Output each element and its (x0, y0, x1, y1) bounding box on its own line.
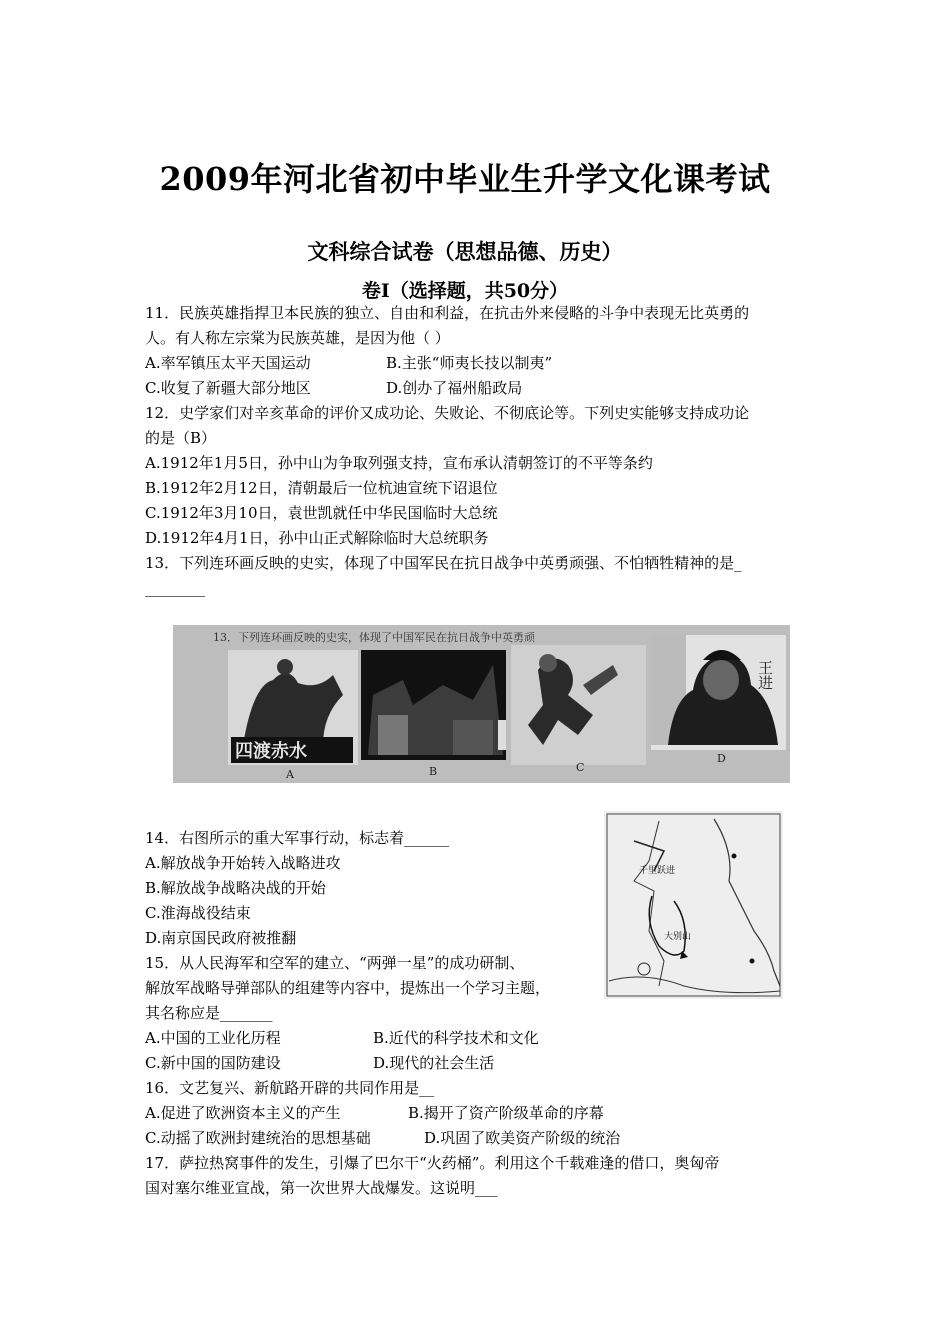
q14-stem: 14．右图所示的重大军事行动，标志着______ (145, 829, 450, 847)
panel-label-c: C (576, 761, 585, 774)
q15-stem-line3: 其名称应是_______ (145, 1004, 273, 1022)
q16-option-c: C.动摇了欧洲封建统治的思想基础 (145, 1129, 371, 1147)
q11-option-a: A.率军镇压太平天国运动 (145, 354, 311, 372)
q17-stem-line2: 国对塞尔维亚宣战，第一次世界大战爆发。这说明___ (145, 1179, 498, 1197)
comic-panel-a (228, 650, 358, 765)
q13-stem-line1: 13．下列连环画反映的史实，体现了中国军民在抗日战争中英勇顽强、不怕牺牲精神的是_ (145, 554, 742, 572)
q17-stem-line1: 17．萨拉热窝事件的发生，引爆了巴尔干“火药桶”。利用这个千载难逢的借口，奥匈帝 (145, 1154, 720, 1172)
q11-stem-line1: 11．民族英雄指捍卫本民族的独立、自由和利益，在抗击外来侵略的斗争中表现无比英勇的 (145, 304, 750, 322)
q14-option-d: D.南京国民政府被推翻 (145, 929, 297, 947)
q12-stem-line1: 12．史学家们对辛亥革命的评价又成功论、失败论、不彻底论等。下列史实能够支持成功论 (145, 404, 750, 422)
q11-stem-line2: 人。有人称左宗棠为民族英雄，是因为他（ ） (145, 329, 450, 347)
q15-option-c: C.新中国的国防建设 (145, 1054, 281, 1072)
q11-option-d: D.创办了福州船政局 (386, 379, 523, 397)
q12-stem-line2: 的是（B） (145, 429, 217, 447)
q13-stem-line2: ________ (145, 579, 205, 597)
panel-label-b: B (429, 765, 438, 778)
q15-option-b: B.近代的科学技术和文化 (373, 1029, 539, 1047)
q14-option-c: C.淮海战役结束 (145, 904, 251, 922)
q16-stem: 16．文艺复兴、新航路开辟的共同作用是__ (145, 1079, 435, 1097)
exam-title: 2009年河北省初中毕业生升学文化课考试 (159, 160, 771, 198)
comic-panel-c (511, 645, 646, 765)
q11-option-b: B.主张“师夷长技以制夷” (386, 354, 553, 372)
q16-option-b: B.揭开了资产阶级革命的序幕 (408, 1104, 604, 1122)
q12-option-d: D.1912年4月1日，孙中山正式解除临时大总统职务 (145, 529, 489, 547)
q14-option-b: B.解放战争战略决战的开始 (145, 879, 326, 897)
q15-stem-line1: 15．从人民海军和空军的建立、“两弹一星”的成功研制、 (145, 954, 525, 972)
q12-option-b: B.1912年2月12日，清朝最后一位杭迪宣统下诏退位 (145, 479, 498, 497)
military-map-figure (604, 811, 783, 999)
panel-a-label: 四渡赤水 (235, 741, 307, 762)
panel-d-label: 王进 (756, 660, 774, 690)
comic-panel-b (361, 650, 506, 760)
q16-option-a: A.促进了欧洲资本主义的产生 (145, 1104, 341, 1122)
q16-option-d: D.巩固了欧美资产阶级的统治 (424, 1129, 621, 1147)
exam-subtitle: 文科综合试卷（思想品德、历史） (307, 239, 623, 264)
panel-label-d: D (717, 752, 726, 765)
q11-option-c: C.收复了新疆大部分地区 (145, 379, 311, 397)
section-heading: 卷Ⅰ（选择题，共50分） (361, 280, 569, 302)
map-label-route: 千里跃进 (639, 866, 676, 876)
map-label-region: 大别山 (664, 932, 692, 942)
q15-option-d: D.现代的社会生活 (373, 1054, 495, 1072)
q14-option-a: A.解放战争开始转入战略进攻 (145, 854, 341, 872)
q15-option-a: A.中国的工业化历程 (145, 1029, 281, 1047)
comic-panel-d (651, 635, 786, 750)
q12-option-a: A.1912年1月5日，孙中山为争取列强支持，宣布承认清朝签订的不平等条约 (145, 454, 653, 472)
figure-caption: 13．下列连环画反映的史实，体现了中国军民在抗日战争中英勇顽 (213, 631, 535, 644)
panel-label-a: A (286, 768, 294, 781)
q15-stem-line2: 解放军战略导弹部队的组建等内容中，提炼出一个学习主题， (145, 979, 551, 997)
comic-strip-figure (173, 625, 790, 783)
q12-option-c: C.1912年3月10日，袁世凯就任中华民国临时大总统 (145, 504, 498, 522)
